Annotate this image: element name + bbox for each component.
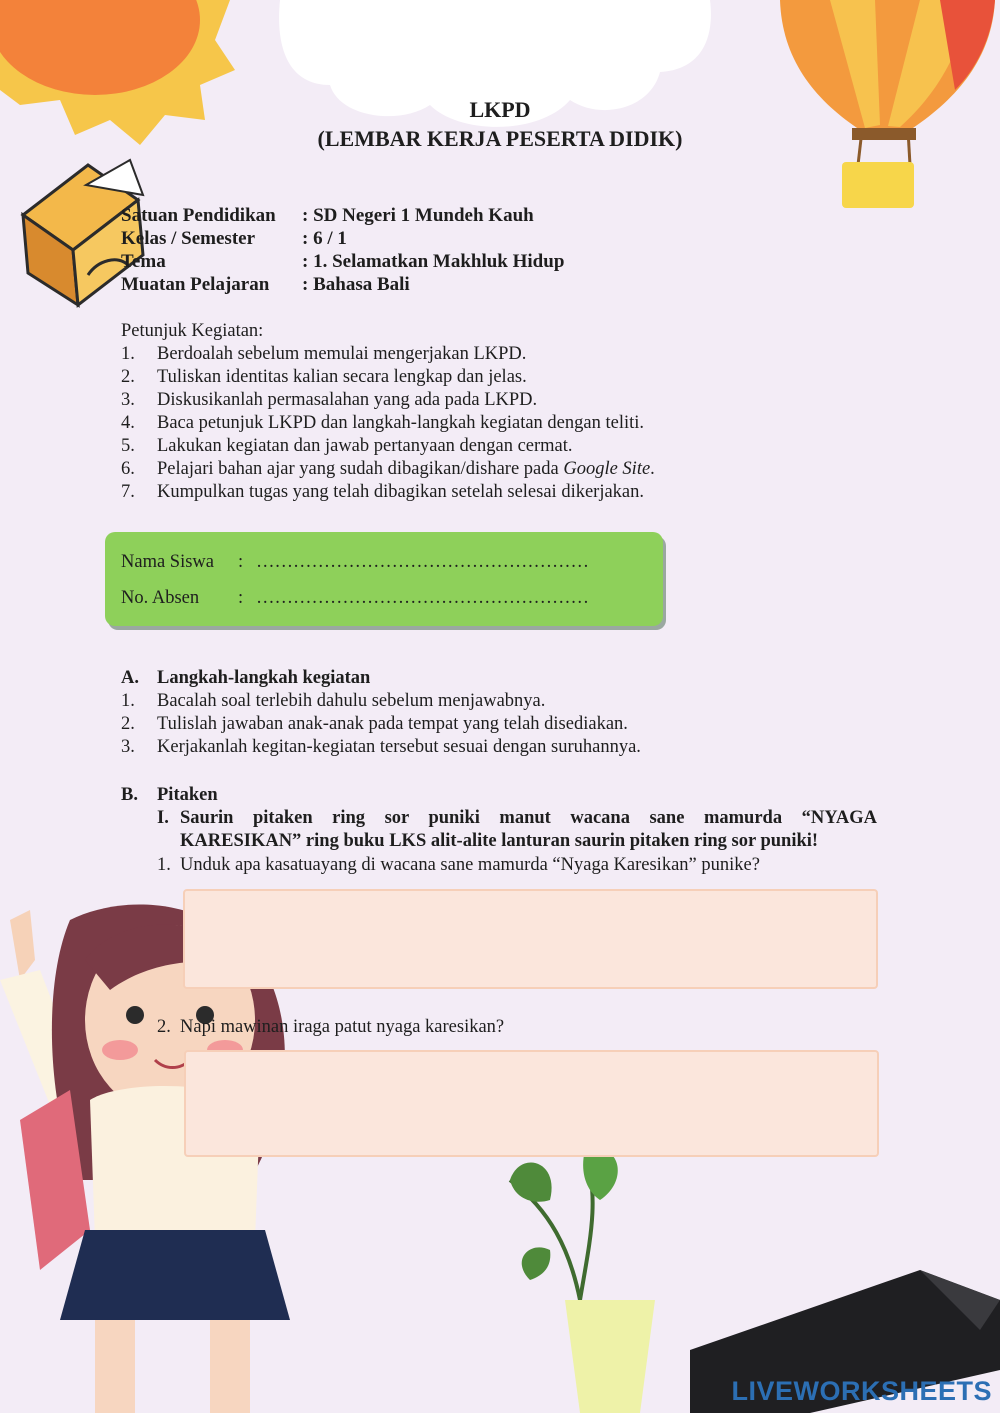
student-name-label: Nama Siswa	[121, 552, 214, 572]
list-text: Kerjakanlah kegitan-kegiatan tersebut sesuai dengan suruhannya.	[157, 737, 641, 757]
list-text: Berdoalah sebelum memulai mengerjakan LKPD.	[157, 344, 527, 364]
list-item	[0, 343, 1000, 366]
subsection-instruction-line1: Saurin pitaken ring sor puniki manut wacana sane mamurda “NYAGA	[180, 808, 877, 828]
instructions-heading: Petunjuk Kegiatan:	[121, 321, 264, 341]
list-item	[0, 389, 1000, 412]
list-item	[0, 458, 1000, 481]
identity-value: : Bahasa Bali	[302, 274, 410, 295]
list-text: Baca petunjuk LKPD dan langkah-langkah kegiatan dengan teliti.	[157, 413, 645, 433]
identity-label: Muatan Pelajaran	[121, 274, 270, 295]
list-item	[0, 690, 1000, 713]
list-number: 6.	[121, 459, 135, 479]
list-text: Bacalah soal terlebih dahulu sebelum menjawabnya.	[157, 691, 546, 711]
answer-input-1[interactable]	[183, 889, 878, 989]
question-number: 2.	[157, 1017, 171, 1037]
list-text: Kumpulkan tugas yang telah dibagikan setelah selesai dikerjakan.	[157, 482, 645, 502]
section-a-heading: Langkah-langkah kegiatan	[157, 668, 371, 688]
list-text: Tuliskan identitas kalian secara lengkap dan jelas.	[157, 367, 527, 387]
student-absen-field[interactable]: ………………………………………………	[256, 588, 589, 608]
question-text: Unduk apa kasatuayang di wacana sane mamurda “Nyaga Karesikan” punike?	[180, 855, 760, 875]
list-number: 7.	[121, 482, 135, 502]
student-name-field[interactable]: ………………………………………………	[256, 552, 589, 572]
list-number: 1.	[121, 344, 135, 364]
student-absen-label: No. Absen	[121, 588, 200, 608]
identity-label: Kelas / Semester	[121, 228, 256, 249]
list-item	[0, 366, 1000, 389]
liveworksheets-watermark: LIVEWORKSHEETS	[731, 1376, 992, 1406]
answer-input-2[interactable]	[184, 1050, 879, 1157]
list-number: 5.	[121, 436, 135, 456]
list-item	[0, 435, 1000, 458]
identity-value: : 6 / 1	[302, 228, 347, 249]
list-item	[0, 713, 1000, 736]
list-number: 2.	[121, 714, 135, 734]
list-item	[0, 412, 1000, 435]
list-number: 3.	[121, 737, 135, 757]
identity-value: : 1. Selamatkan Makhluk Hidup	[302, 251, 565, 272]
student-info-box	[105, 532, 663, 626]
question-text: Napi mawinan iraga patut nyaga karesikan?	[180, 1017, 505, 1037]
page-title: LKPD	[469, 97, 531, 122]
plant-decoration	[490, 1140, 680, 1413]
subsection-letter: I.	[157, 808, 169, 828]
list-text-end: .	[650, 459, 655, 479]
list-number: 4.	[121, 413, 135, 433]
section-b-letter: B.	[121, 785, 138, 805]
list-item	[0, 736, 1000, 759]
list-text: Tulislah jawaban anak-anak pada tempat yang telah disediakan.	[157, 714, 628, 734]
google-site-emphasis: Google Site	[563, 459, 651, 479]
identity-label: Tema	[121, 251, 166, 272]
page-subtitle: (LEMBAR KERJA PESERTA DIDIK)	[317, 126, 683, 151]
list-text: Lakukan kegiatan dan jawab pertanyaan dengan cermat.	[157, 436, 573, 456]
list-item	[0, 481, 1000, 504]
identity-label: Satuan Pendidikan	[121, 205, 276, 226]
question-number: 1.	[157, 855, 171, 875]
section-b-heading: Pitaken	[157, 785, 218, 805]
list-text-main: Pelajari bahan ajar yang sudah dibagikan/dishare pada	[157, 459, 564, 479]
student-absen-separator: :	[238, 588, 244, 608]
student-name-separator: :	[238, 552, 244, 572]
identity-value: : SD Negeri 1 Mundeh Kauh	[302, 205, 534, 226]
list-number: 1.	[121, 691, 135, 711]
section-a-letter: A.	[121, 668, 139, 688]
list-text	[157, 458, 655, 481]
list-number: 3.	[121, 390, 135, 410]
list-number: 2.	[121, 367, 135, 387]
subsection-instruction-line2: KARESIKAN” ring buku LKS alit-alite lanturan saurin pitaken ring sor puniki!	[180, 831, 819, 851]
list-text: Diskusikanlah permasalahan yang ada pada LKPD.	[157, 390, 538, 410]
